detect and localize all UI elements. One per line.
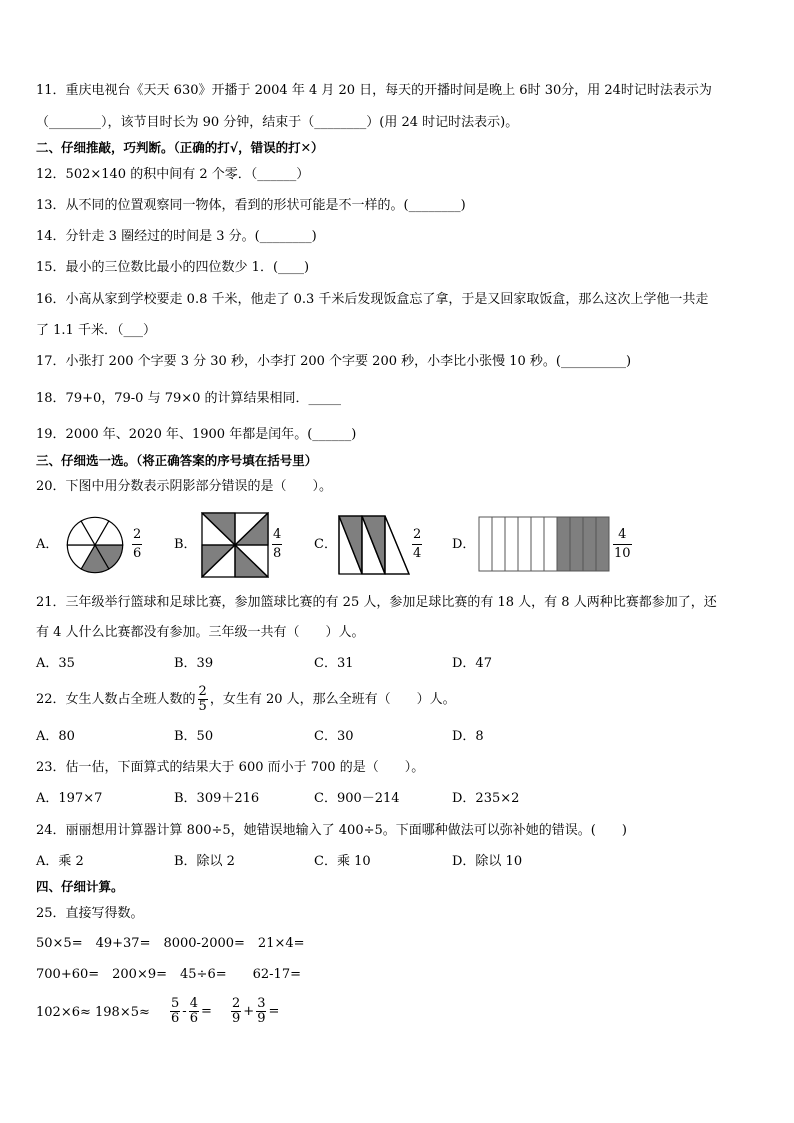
calc-row-1: 50×5= 49+37= 8000-2000= 21×4= — [36, 936, 305, 951]
frac-2-9 — [231, 997, 241, 1026]
calc-row-3: 102×6≈ 198×5≈ — [36, 1005, 150, 1020]
q22-option-a: A．80 — [36, 729, 75, 744]
option-a-denominator: 6 — [133, 546, 142, 561]
question-13: 13．从不同的位置观察同一物体，看到的形状可能是不一样的。(________) — [36, 198, 466, 213]
option-b-denominator: 8 — [273, 546, 282, 561]
parallelogram-figure — [337, 514, 411, 576]
question-22 — [36, 682, 456, 718]
frac-5-6 — [170, 997, 180, 1026]
q22-option-c: C．30 — [314, 729, 354, 744]
question-24: 24．丽丽想用计算器计算 800÷5，她错误地输入了 400÷5。下面哪种做法可以弥补她的错误。( ) — [36, 823, 627, 838]
option-c-letter: C． — [314, 537, 337, 552]
option-d-numerator: 4 — [613, 526, 632, 545]
q23-option-c: C．900－214 — [314, 791, 400, 806]
question-22-prefix: 22．女生人数占全班人数的 — [36, 692, 196, 707]
option-b-letter: B． — [174, 537, 197, 552]
frac-3-9 — [256, 997, 266, 1026]
circle-figure — [64, 514, 126, 576]
equals-sign-2: = — [268, 1004, 280, 1019]
q21-option-d: D．47 — [452, 656, 492, 671]
option-c-numerator: 2 — [412, 526, 422, 545]
frac4-num: 3 — [257, 996, 266, 1011]
frac4-den: 9 — [257, 1011, 266, 1026]
question-17: 17．小张打 200 个字要 3 分 30 秒，小李打 200 个字要 200 秒，小李比小张慢 10 秒。(__________) — [36, 354, 632, 369]
option-d-fraction — [613, 526, 632, 563]
option-c-fraction — [412, 526, 422, 563]
option-a-letter: A． — [36, 537, 59, 552]
plus-sign: + — [243, 1004, 255, 1019]
q22-denominator: 5 — [198, 699, 207, 714]
question-12: 12．502×140 的积中间有 2 个零．（______） — [36, 167, 310, 182]
q24-option-b: B．除以 2 — [174, 854, 235, 869]
fraction-addition — [229, 994, 279, 1030]
frac3-num: 2 — [232, 996, 241, 1011]
question-15: 15．最小的三位数比最小的四位数少 1．(____) — [36, 260, 310, 275]
question-21-line1: 21．三年级举行篮球和足球比赛，参加篮球比赛的有 25 人，参加足球比赛的有 18 人，有 8 人两种比赛都参加了，还 — [36, 595, 717, 610]
q23-option-a: A．197×7 — [36, 791, 103, 806]
option-a-fraction — [132, 526, 142, 563]
question-20: 20．下图中用分数表示阴影部分错误的是（ ）。 — [36, 479, 333, 494]
fraction-subtraction — [168, 994, 212, 1030]
calc-row-2: 700+60= 200×9= 45÷6= 62-17= — [36, 967, 301, 982]
section-4-heading: 四、仔细计算。 — [36, 879, 124, 894]
option-c-denominator: 4 — [413, 546, 422, 561]
q22-option-d: D．8 — [452, 729, 484, 744]
question-25-title: 25．直接写得数。 — [36, 906, 144, 921]
option-d-denominator: 10 — [614, 546, 631, 561]
strip-figure — [478, 516, 610, 572]
square-figure — [201, 512, 269, 578]
question-22-suffix: ，女生有 20 人，那么全班有（ ）人。 — [209, 692, 456, 707]
q21-option-b: B．39 — [174, 656, 214, 671]
equals-sign: = — [200, 1004, 212, 1019]
frac3-den: 9 — [232, 1011, 241, 1026]
question-18: 18．79+0，79-0 与 79×0 的计算结果相同．_____ — [36, 391, 342, 406]
question-23: 23．估一估，下面算式的结果大于 600 而小于 700 的是（ ）。 — [36, 760, 425, 775]
frac2-den: 6 — [189, 1011, 198, 1026]
q21-option-a: A．35 — [36, 656, 75, 671]
option-b-fraction — [272, 526, 282, 563]
q24-option-d: D．除以 10 — [452, 854, 523, 869]
q21-option-c: C．31 — [314, 656, 354, 671]
q22-option-b: B．50 — [174, 729, 214, 744]
option-a-numerator: 2 — [132, 526, 142, 545]
q24-option-c: C．乘 10 — [314, 854, 371, 869]
frac1-den: 6 — [171, 1011, 180, 1026]
q23-option-d: D．235×2 — [452, 791, 520, 806]
question-22-fraction — [198, 685, 208, 714]
question-19: 19．2000 年、2020 年、1900 年都是闰年。(______) — [36, 427, 357, 442]
frac-4-6 — [189, 997, 199, 1026]
question-16-line1: 16．小高从家到学校要走 0.8 千米，他走了 0.3 千米后发现饭盒忘了拿，于是又回家取饭盒，那么这次上学他一共走 — [36, 292, 709, 307]
frac1-num: 5 — [171, 996, 180, 1011]
q22-numerator: 2 — [198, 684, 207, 699]
minus-sign: - — [182, 1004, 187, 1019]
option-b-numerator: 4 — [272, 526, 282, 545]
q24-option-a: A．乘 2 — [36, 854, 84, 869]
option-d-letter: D． — [452, 537, 476, 552]
question-11-line2: （________），该节目时长为 90 分钟，结束于（________）(用 24 时记时法表示)。 — [36, 115, 519, 130]
question-16-line2: 了 1.1 千米．（___） — [36, 323, 156, 338]
question-11-line1: 11．重庆电视台《天天 630》开播于 2004 年 4 月 20 日，每天的开播时间是晚上 6时 30分，用 24时记时法表示为 — [36, 83, 712, 98]
question-21-line2: 有 4 人什么比赛都没有参加。三年级一共有（ ）人。 — [36, 625, 365, 640]
q23-option-b: B．309＋216 — [174, 791, 260, 806]
frac2-num: 4 — [189, 996, 198, 1011]
section-3-heading: 三、仔细选一选。（将正确答案的序号填在括号里） — [36, 453, 318, 468]
section-2-heading: 二、仔细推敲，巧判断。（正确的打√，错误的打✕） — [36, 140, 324, 155]
question-14: 14．分针走 3 圈经过的时间是 3 分。(________) — [36, 229, 317, 244]
